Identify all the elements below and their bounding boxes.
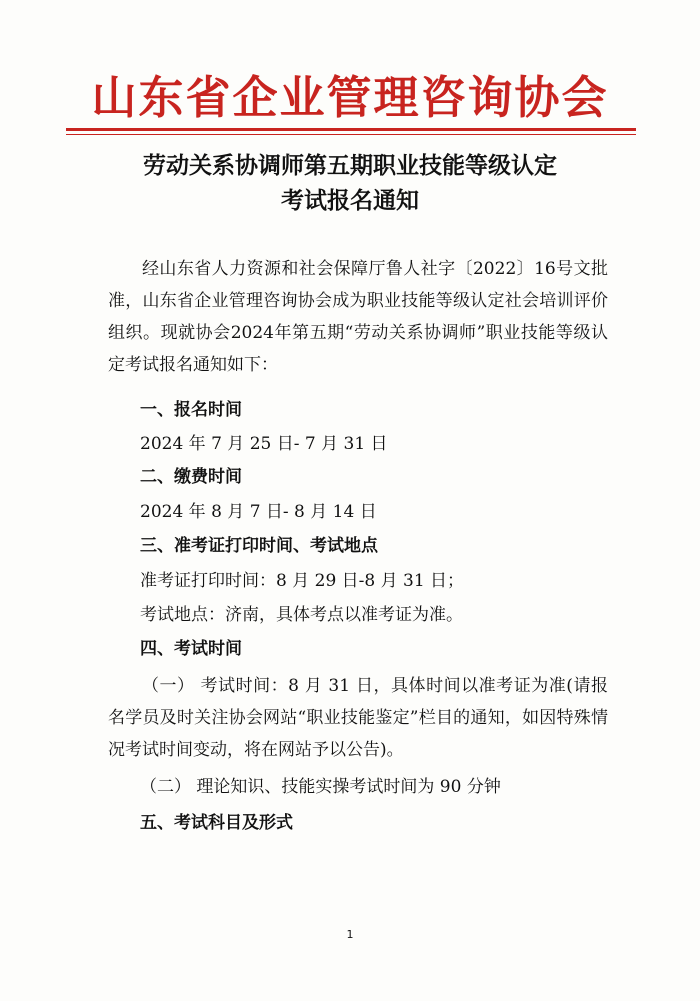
section-3-heading: 三、准考证打印时间、考试地点	[140, 536, 378, 556]
organization-letterhead: 山东省企业管理咨询协会	[91, 71, 609, 124]
exam-time-item-1: （一） 考试时间：8 月 31 日，具体时间以准考证为准(请报名学员及时关注协会网站“职业技能鉴定”栏目的通知，如因特殊情况考试时间变动，将在网站予以公告)。	[108, 676, 608, 760]
letterhead-rule-thick	[66, 128, 636, 131]
exam-location: 考试地点：济南，具体考点以准考证为准。	[140, 605, 463, 625]
document-title-line-2: 考试报名通知	[281, 188, 419, 214]
section-4-heading: 四、考试时间	[140, 639, 242, 659]
letterhead-rule-thin	[66, 134, 636, 135]
document-title-line-1: 劳动关系协调师第五期职业技能等级认定	[143, 153, 557, 179]
admission-ticket-print-time: 准考证打印时间：8 月 29 日-8 月 31 日；	[140, 571, 465, 591]
exam-time-item-2: （二） 理论知识、技能实操考试时间为 90 分钟	[140, 777, 501, 797]
section-2-heading: 二、缴费时间	[140, 467, 242, 487]
section-5-heading: 五、考试科目及形式	[140, 813, 293, 833]
page-number: 1	[346, 928, 354, 941]
payment-period: 2024 年 8 月 7 日- 8 月 14 日	[140, 502, 377, 522]
registration-period: 2024 年 7 月 25 日- 7 月 31 日	[140, 434, 388, 454]
intro-paragraph: 经山东省人力资源和社会保障厅鲁人社字〔2022〕16号文批准，山东省企业管理咨询协会成为职业技能等级认定社会培训评价组织。现就协会2024年第五期“劳动关系协调师”职业技能等级认定考试报名通知如下：	[108, 259, 608, 375]
section-1-heading: 一、报名时间	[140, 400, 242, 420]
